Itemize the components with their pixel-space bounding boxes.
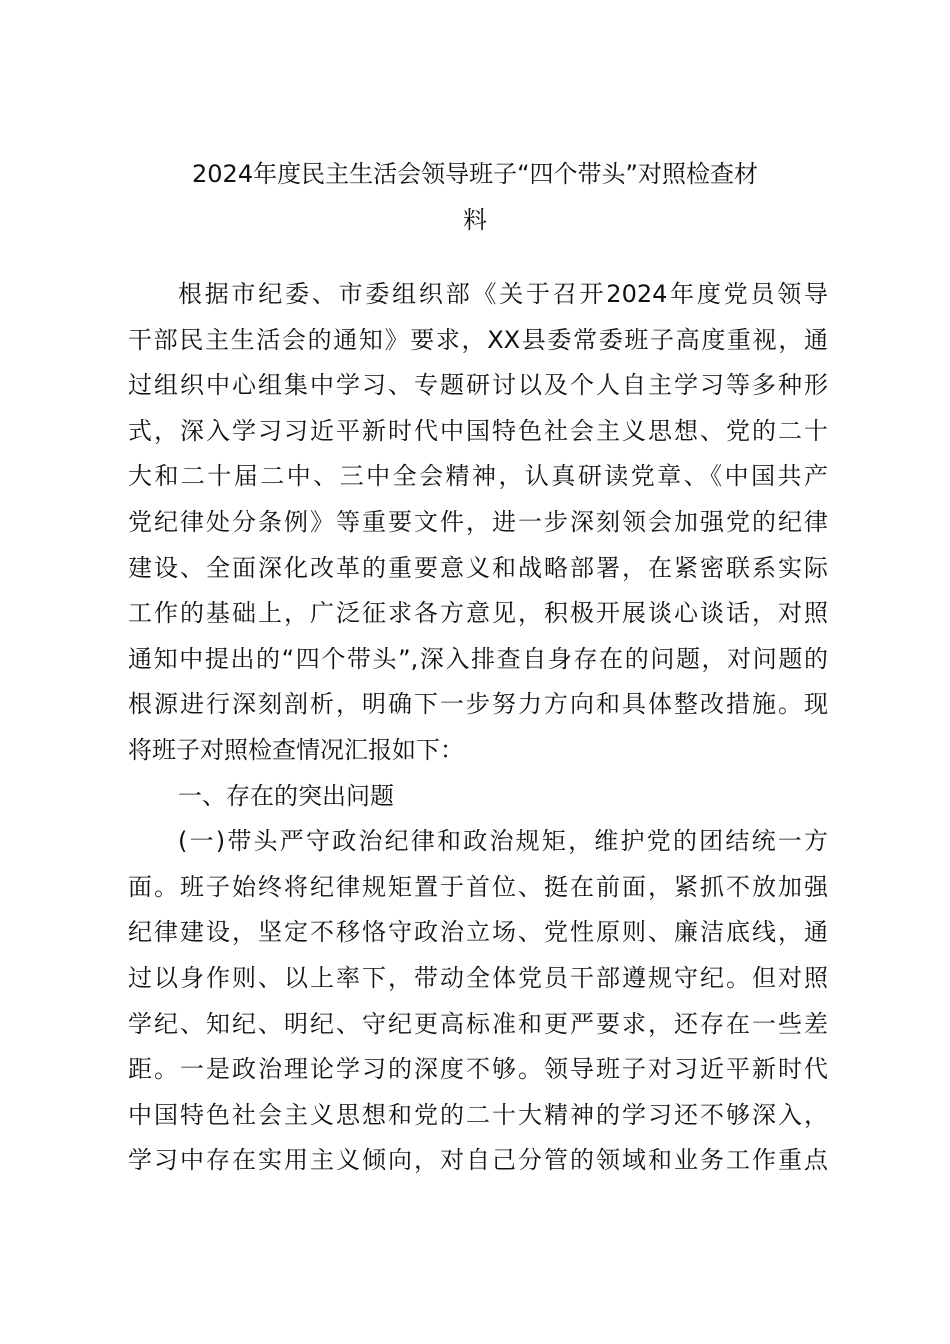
- section-heading: 一、存在的突出问题: [178, 781, 394, 810]
- intro-paragraph: [128, 272, 828, 774]
- paragraph-line: 将班子对照检查情况汇报如下：: [128, 735, 464, 764]
- paragraph-line: 党纪律处分条例》等重要文件，进一步深刻领会加强党的纪律: [128, 507, 828, 536]
- paragraph-line: 大和二十届二中、三中全会精神，认真研读党章、《中国共产: [128, 462, 828, 491]
- paragraph-line: 式，深入学习习近平新时代中国特色社会主义思想、党的二十: [128, 416, 828, 445]
- title-line: 料: [463, 205, 487, 234]
- paragraph-line: 过以身作则、以上率下，带动全体党员干部遵规守纪。但对照: [128, 963, 828, 992]
- paragraph-line: 中国特色社会主义思想和党的二十大精神的学习还不够深入，: [128, 1100, 828, 1129]
- paragraph-line: 根源进行深刻剖析，明确下一步努力方向和具体整改措施。现: [128, 690, 828, 719]
- paragraph-line: 学习中存在实用主义倾向，对自己分管的领域和业务工作重点: [128, 1146, 828, 1175]
- section-paragraph: [128, 819, 828, 1184]
- paragraph-line: 学纪、知纪、明纪、守纪更高标准和更严要求，还存在一些差: [128, 1009, 828, 1038]
- document-body: [128, 272, 828, 1184]
- paragraph-line: 面。班子始终将纪律规矩置于首位、挺在前面，紧抓不放加强: [128, 872, 828, 901]
- paragraph-line: 纪律建设，坚定不移恪守政治立场、党性原则、廉洁底线，通: [128, 918, 828, 947]
- paragraph-line: 过组织中心组集中学习、专题研讨以及个人自主学习等多种形: [128, 371, 828, 400]
- paragraph-line: (一)带头严守政治纪律和政治规矩，维护党的团结统一方: [178, 827, 828, 856]
- paragraph-line: 距。一是政治理论学习的深度不够。领导班子对习近平新时代: [128, 1055, 828, 1084]
- title-line: 2024年度民主生活会领导班子“四个带头”对照检查材: [192, 160, 758, 188]
- paragraph-line: 根据市纪委、市委组织部《关于召开2024年度党员领导: [178, 280, 828, 308]
- document-title: [120, 152, 830, 243]
- paragraph-line: 建设、全面深化改革的重要意义和战略部署，在紧密联系实际: [128, 553, 828, 582]
- paragraph-line: 通知中提出的“四个带头”,深入排查自身存在的问题，对问题的: [128, 644, 828, 673]
- paragraph-line: 干部民主生活会的通知》要求，XX县委常委班子高度重视，通: [128, 325, 828, 354]
- paragraph-line: 工作的基础上，广泛征求各方意见，积极开展谈心谈话，对照: [128, 599, 828, 628]
